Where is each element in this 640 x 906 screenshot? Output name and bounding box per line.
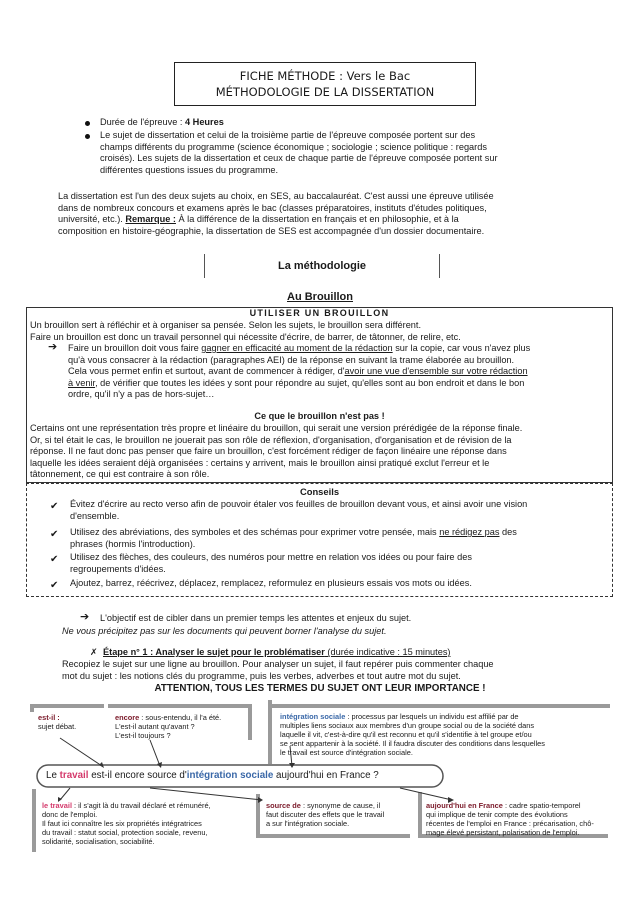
checkmark-icon: ✔ bbox=[50, 529, 59, 540]
encore-def: : sous-entendu, il l'a été. bbox=[139, 713, 222, 722]
source-term: source de bbox=[266, 801, 301, 810]
text-span: des bbox=[499, 527, 517, 537]
travail-annotation bbox=[42, 801, 257, 846]
travail-def: donc de l'emploi. bbox=[42, 810, 98, 819]
text-line: réponse. Il ne faut donc pas penser que faire un brouillon, c'est forcément rédiger de façon linéaire une réponse dans bbox=[30, 446, 507, 456]
estil-def: sujet débat. bbox=[38, 722, 77, 731]
travail-def: Il faut ici connaître les six propriétés intégratrices bbox=[42, 819, 202, 828]
objectif-line: L'objectif est de cibler dans un premier temps les attentes et enjeux du sujet. bbox=[100, 613, 412, 623]
aujourdhui-def: récentes de l'emploi en France : précarisation, chô- bbox=[426, 819, 594, 828]
text-line: ordre, qu'il n'y a pas de hors-sujet… bbox=[68, 389, 215, 399]
etape-duree: (durée indicative : 15 minutes) bbox=[324, 647, 451, 657]
text-span: Cela vous permet enfin et surtout, avant de commencer à rédiger, d' bbox=[68, 366, 345, 376]
text-line: différentes questions issues du programme. bbox=[100, 164, 279, 175]
etape-label: Étape n° 1 : Analyser le sujet pour le problématiser bbox=[103, 647, 325, 657]
text-line: composition en histoire-géographie, la dissertation de SES est accompagnée d'un dossier documentaire. bbox=[58, 225, 485, 236]
aujourdhui-def: qui implique de tenir compte des évolutions bbox=[426, 810, 568, 819]
text-line: Certains ont une représentation très propre et linéaire du brouillon, qui serait une version prérédigée de la réponse finale. bbox=[30, 423, 523, 433]
estil-term: est-il : bbox=[38, 713, 60, 722]
arrow-icon: ➔ bbox=[80, 611, 90, 623]
sentence-part: est-il encore source d' bbox=[88, 770, 187, 781]
sentence-travail: travail bbox=[59, 770, 89, 781]
au-brouillon-title: Au Brouillon bbox=[287, 291, 353, 303]
source-def: faut discuter des effets que le travail bbox=[266, 810, 385, 819]
estil-annotation bbox=[38, 713, 76, 731]
text-span: à venir bbox=[68, 377, 96, 388]
aujourdhui-def: mage élevé persistant, polarisation de l'emploi. bbox=[426, 828, 580, 837]
text-line: regroupements d'idées. bbox=[70, 563, 166, 574]
sentence-integration: intégration sociale bbox=[186, 770, 274, 781]
attention-line: ATTENTION, TOUS LES TERMES DU SUJET ONT LEUR IMPORTANCE ! bbox=[154, 683, 486, 694]
text-line: croisés). Les sujets de la dissertation et ceux de chaque partie de l'épreuve composée portent sur bbox=[100, 153, 498, 163]
text-line: Faire un brouillon est donc un travail personnel qui nécessite d'écrire, de barrer, de tâtonner, de relire, etc. bbox=[30, 331, 461, 342]
text-line: phrases (hormis l'introduction). bbox=[70, 538, 196, 549]
text-span: avoir une vue d'ensemble sur votre rédaction bbox=[344, 366, 528, 376]
text-span: , de vérifier que toutes les idées y sont pour répondre au sujet, qu'elles sont au bon endroit et dans le bon bbox=[95, 377, 525, 388]
subject-sentence bbox=[46, 769, 379, 782]
encore-def: L'est-il toujours ? bbox=[115, 731, 171, 740]
ce-que-heading: Ce que le brouillon n'est pas ! bbox=[254, 411, 385, 421]
text-line: Le sujet de dissertation et celui de la troisième partie de l'épreuve composée portent sur des bbox=[100, 130, 476, 140]
integration-def: le travail est source d'intégration sociale. bbox=[280, 748, 413, 757]
pointer-line bbox=[60, 738, 102, 766]
aujourdhui-def: : cadre spatio-temporel bbox=[502, 801, 581, 810]
text-span: Utilisez des abréviations, des symboles et des schémas pour exprimer votre pensée, mais bbox=[70, 527, 440, 537]
travail-term: le travail bbox=[42, 801, 72, 810]
encore-annotation bbox=[115, 713, 221, 740]
integration-def: se sent appartenir à la société. Il il faudra discuter des conditions dans lesquelles bbox=[280, 739, 545, 748]
title-line-1: FICHE MÉTHODE : Vers le Bac bbox=[239, 69, 411, 83]
pointer-line bbox=[400, 788, 452, 800]
duree-prefix: Durée de l'épreuve : bbox=[100, 117, 186, 127]
checkmark-icon: ✔ bbox=[50, 580, 59, 591]
text-line: mot du sujet : les notions clés du programme, puis les verbes, adverbes et tout autre mot du sujet. bbox=[62, 670, 461, 681]
text-span: À la différence de la dissertation en français et en philosophie, et à la bbox=[175, 214, 459, 224]
encore-term: encore bbox=[115, 713, 140, 722]
encore-def: L'est-il autant qu'avant ? bbox=[115, 722, 195, 731]
sentence-part: Le bbox=[46, 770, 60, 781]
cross-icon: ✗ bbox=[90, 647, 98, 657]
text-span: Faire un brouillon doit vous faire bbox=[68, 343, 202, 353]
text-line: qu'à vous consacrer à la rédaction (paragraphes AEI) de la réponse en suivant la trame élaborée au brouillon. bbox=[68, 354, 515, 365]
aujourdhui-annotation bbox=[426, 801, 616, 837]
sentence-part: aujourd'hui bbox=[273, 770, 324, 781]
text-line: dans de nombreux concours et examens après le bac (classes préparatoires, instituts d'études politiques, bbox=[58, 202, 487, 213]
sentence-part: en France ? bbox=[323, 770, 379, 781]
text-line: Un brouillon sert à réfléchir et à organiser sa pensée. Selon les sujets, le brouillon sera différent. bbox=[30, 320, 422, 330]
text-line: laquelle les idées seraient déjà organisées : certains y arrivent, mais le brouillon ainsi pratiqué exclut l'erreur et le bbox=[30, 457, 490, 468]
travail-def: solidarité, socialisation, sociabilité. bbox=[42, 837, 155, 846]
text-line: Or, si tel était le cas, le brouillon ne jouerait pas son rôle de réflexion, d'organisation, d'organisation et de révision de la bbox=[30, 434, 512, 445]
conseils-title: Conseils bbox=[299, 486, 340, 497]
travail-def: du travail : statut social, protection sociale, revenu, bbox=[42, 828, 208, 837]
integration-annotation bbox=[280, 712, 615, 757]
source-def: a sur l'intégration sociale. bbox=[266, 819, 350, 828]
travail-def: : il s'agit là du travail déclaré et rémunéré, bbox=[72, 801, 211, 810]
integration-term: intégration sociale bbox=[280, 712, 346, 721]
source-annotation bbox=[266, 801, 416, 828]
checkmark-icon: ✔ bbox=[50, 501, 59, 512]
bracket-line bbox=[34, 789, 36, 850]
methodologie-title: La méthodologie bbox=[278, 260, 366, 272]
integration-def: : processus par lesquels un individu est affilié par de bbox=[345, 712, 519, 721]
utiliser-heading: UTILISER UN BROUILLON bbox=[249, 308, 390, 318]
text-span: université, etc.). bbox=[58, 214, 126, 224]
objectif-warning: Ne vous précipitez pas sur les documents qui peuvent borner l'analyse du sujet. bbox=[62, 626, 387, 636]
integration-def: multiples liens sociaux aux membres d'un groupe social ou de la société dans bbox=[280, 721, 535, 730]
text-span: ne rédigez pas bbox=[439, 527, 500, 537]
text-line: champs différents du programme (science économique ; sociologie ; science politique : regards bbox=[100, 141, 487, 152]
remarque-label: Remarque : bbox=[125, 214, 176, 224]
text-line: Ajoutez, barrez, réécrivez, déplacez, remplacez, reformulez en plusieurs essais vos mots ou idées. bbox=[70, 578, 472, 588]
checkmark-icon: ✔ bbox=[50, 554, 59, 565]
pointer-line bbox=[60, 788, 70, 800]
text-line: d'ensemble. bbox=[70, 510, 120, 521]
title-line-2: MÉTHODOLOGIE DE LA DISSERTATION bbox=[215, 85, 435, 99]
integration-def: laquelle il vit, c'est-à-dire qu'il est reconnu et qu'il s'identifie à tel groupe et/ou bbox=[280, 730, 532, 739]
source-def: : synonyme de cause, il bbox=[300, 801, 381, 810]
text-span: gagner en efficacité au moment de la rédaction bbox=[201, 343, 393, 353]
pointer-line bbox=[150, 788, 262, 800]
text-line: Évitez d'écrire au recto verso afin de pouvoir étaler vos feuilles de brouillon devant vous, et ainsi avoir une vision bbox=[70, 499, 528, 509]
text-line: tâtonnement, ce qui est contraire à son rôle. bbox=[30, 469, 210, 479]
arrow-icon: ➔ bbox=[48, 341, 58, 353]
text-line: Utilisez des flèches, des couleurs, des numéros pour mettre en relation vos idées ou pour faire des bbox=[70, 552, 472, 562]
bracket-line bbox=[32, 706, 104, 712]
pointer-line bbox=[150, 740, 160, 766]
text-line: La dissertation est l'un des deux sujets au choix, en SES, au baccalauréat. C'est aussi une épreuve utilisée bbox=[58, 191, 494, 201]
arrowhead bbox=[258, 797, 263, 803]
text-line: Recopiez le sujet sur une ligne au brouillon. Pour analyser un sujet, il faut repérer puis commenter chaque bbox=[62, 659, 494, 669]
aujourdhui-term: aujourd'hui en France bbox=[426, 801, 503, 810]
duree-value: 4 Heures bbox=[185, 117, 224, 127]
text-span: sur la copie, car vous n'avez plus bbox=[392, 343, 531, 353]
